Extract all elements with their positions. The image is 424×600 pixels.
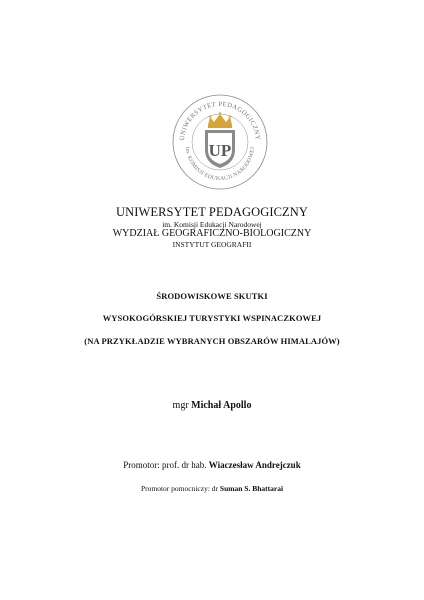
university-patron: im. Komisji Edukacji Narodowej — [162, 220, 262, 229]
university-seal-logo — [170, 92, 270, 192]
author-prefix: mgr — [172, 400, 192, 411]
institute-name: INSTYTUT GEOGRAFII — [172, 240, 252, 249]
seal-ring-text-bottom: im. KOMISJI EDUKACJI NARODOWEJ — [184, 146, 257, 183]
promoter-name: Wiaczesław Andrejczuk — [208, 460, 301, 470]
promoter-line — [0, 460, 424, 470]
author-name: Michał Apollo — [191, 400, 252, 411]
thesis-title-line-2: WYSOKOGÓRSKIEJ TURYSTYKI WSPINACZKOWEJ — [102, 313, 322, 323]
thesis-title-line-1: ŚRODOWISKOWE SKUTKI — [156, 291, 268, 301]
co-promoter-line — [0, 484, 424, 493]
thesis-title-line-3: (NA PRZYKŁADZIE WYBRANYCH OBSZARÓW HIMALAJÓW) — [84, 336, 340, 346]
promoter-prefix: Promotor: prof. dr hab. — [123, 460, 209, 470]
co-promoter-prefix: Promotor pomocniczy: dr — [140, 484, 220, 493]
seal-monogram: UP — [208, 141, 232, 160]
faculty-name: WYDZIAŁ GEOGRAFICZNO-BIOLOGICZNY — [112, 228, 312, 239]
shield-icon — [205, 130, 235, 168]
co-promoter-name: Suman S. Bhattarai — [219, 484, 284, 493]
university-name: UNIWERSYTET PEDAGOGICZNY — [115, 205, 309, 219]
author-line — [0, 400, 424, 411]
crown-icon — [208, 112, 232, 128]
seal-ring-text-top: UNIWERSYTET PEDAGOGICZNY — [178, 100, 262, 141]
